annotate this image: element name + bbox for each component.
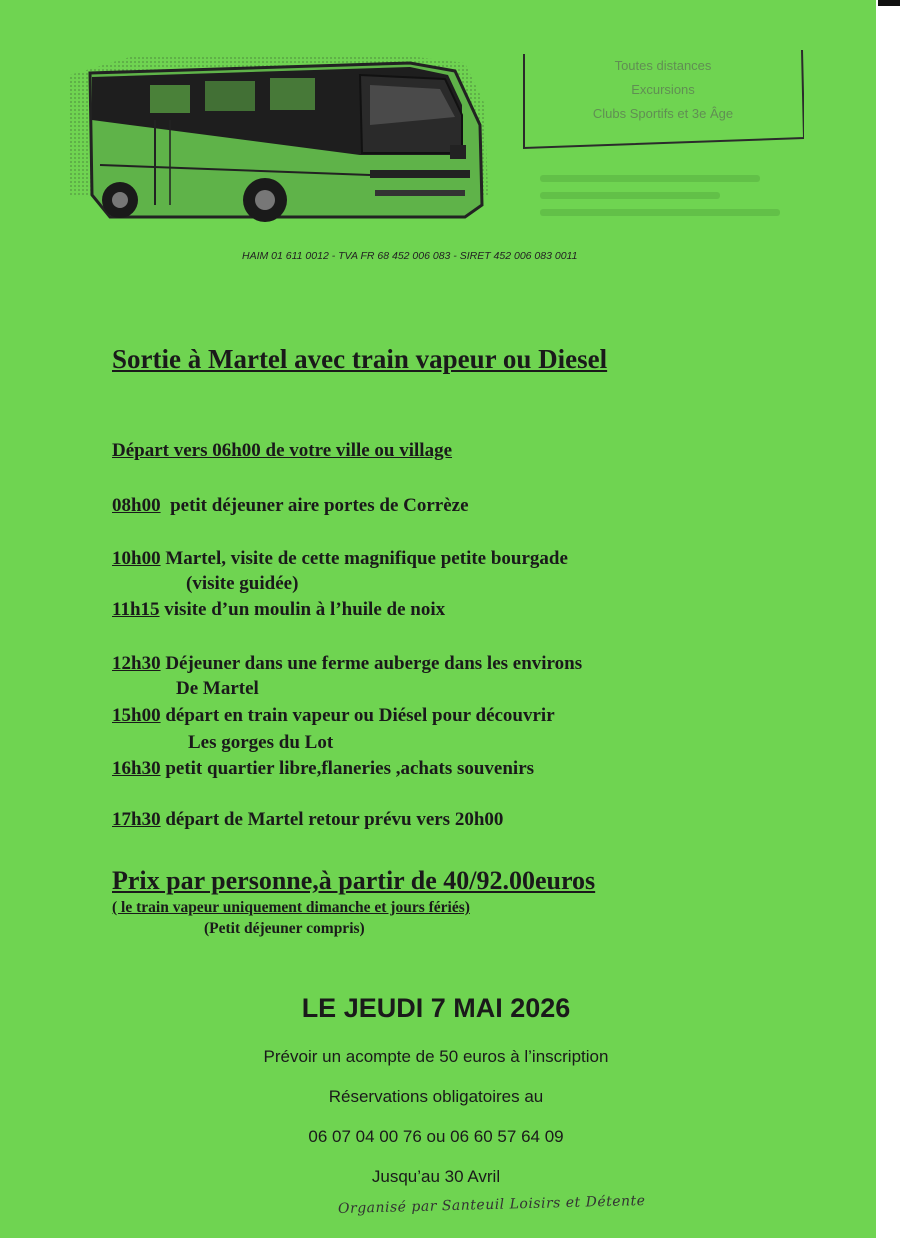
- stamp-line-1: Toutes distances: [614, 58, 712, 73]
- program-time: 16h30: [112, 758, 161, 779]
- scan-corner: [878, 0, 900, 6]
- event-date: LE JEUDI 7 MAI 2026: [301, 993, 571, 1023]
- program-text: petit quartier libre,flaneries ,achats souvenirs: [160, 758, 535, 779]
- program-item: [112, 547, 568, 571]
- program-item: [112, 808, 503, 832]
- page-title: Sortie à Martel avec train vapeur ou Diesel: [112, 344, 608, 374]
- registration-line: HAIM 01 611 0012 - TVA FR 68 452 006 083 - SIRET 452 006 083 0011: [242, 250, 578, 262]
- program-text: Martel, visite de cette magnifique petite bourgade: [160, 548, 568, 569]
- program-text: Déjeuner dans une ferme auberge dans les environs: [160, 653, 583, 674]
- price-line: Prix par personne,à partir de 40/92.00euros: [112, 866, 596, 895]
- program-continuation: Les gorges du Lot: [188, 732, 334, 753]
- program-item: [112, 652, 582, 676]
- program-time: 12h30: [112, 653, 161, 674]
- faded-address-block: [540, 175, 790, 245]
- program-item: [112, 704, 555, 728]
- deadline-line: Jusqu’au 30 Avril: [371, 1167, 501, 1186]
- program-time: 10h00: [112, 548, 161, 569]
- program-item: [112, 598, 445, 622]
- phone-numbers: 06 07 04 00 76 ou 06 60 57 64 09: [308, 1127, 564, 1146]
- program-time: 11h15: [112, 599, 160, 620]
- program-time: 17h30: [112, 809, 161, 830]
- program-continuation: De Martel: [176, 678, 259, 699]
- program-time: 15h00: [112, 705, 161, 726]
- program-text: départ de Martel retour prévu vers 20h00: [160, 809, 504, 830]
- program-continuation: (visite guidée): [186, 573, 299, 594]
- stamp-line-3: Clubs Sportifs et 3e Âge: [592, 106, 734, 121]
- program-item: [112, 494, 469, 518]
- breakfast-note: (Petit déjeuner compris): [204, 920, 365, 937]
- deposit-line: Prévoir un acompte de 50 euros à l’inscription: [263, 1047, 609, 1066]
- program-item: [112, 757, 534, 781]
- bus-photo: [70, 45, 490, 225]
- stamp-line-2: Excursions: [631, 82, 695, 97]
- price-note: ( le train vapeur uniquement dimanche et jours fériés): [112, 899, 470, 916]
- scan-margin: [876, 0, 900, 1238]
- program-time: 08h00: [112, 495, 161, 516]
- program-text: départ en train vapeur ou Diésel pour découvrir: [160, 705, 555, 726]
- program-text: petit déjeuner aire portes de Corrèze: [160, 495, 469, 516]
- reservations-line: Réservations obligatoires au: [328, 1087, 544, 1106]
- program-text: visite d’un moulin à l’huile de noix: [159, 599, 446, 620]
- departure-line: Départ vers 06h00 de votre ville ou village: [112, 440, 453, 461]
- handwritten-signature: Organisé par Santeuil Loisirs et Détente: [337, 1192, 646, 1218]
